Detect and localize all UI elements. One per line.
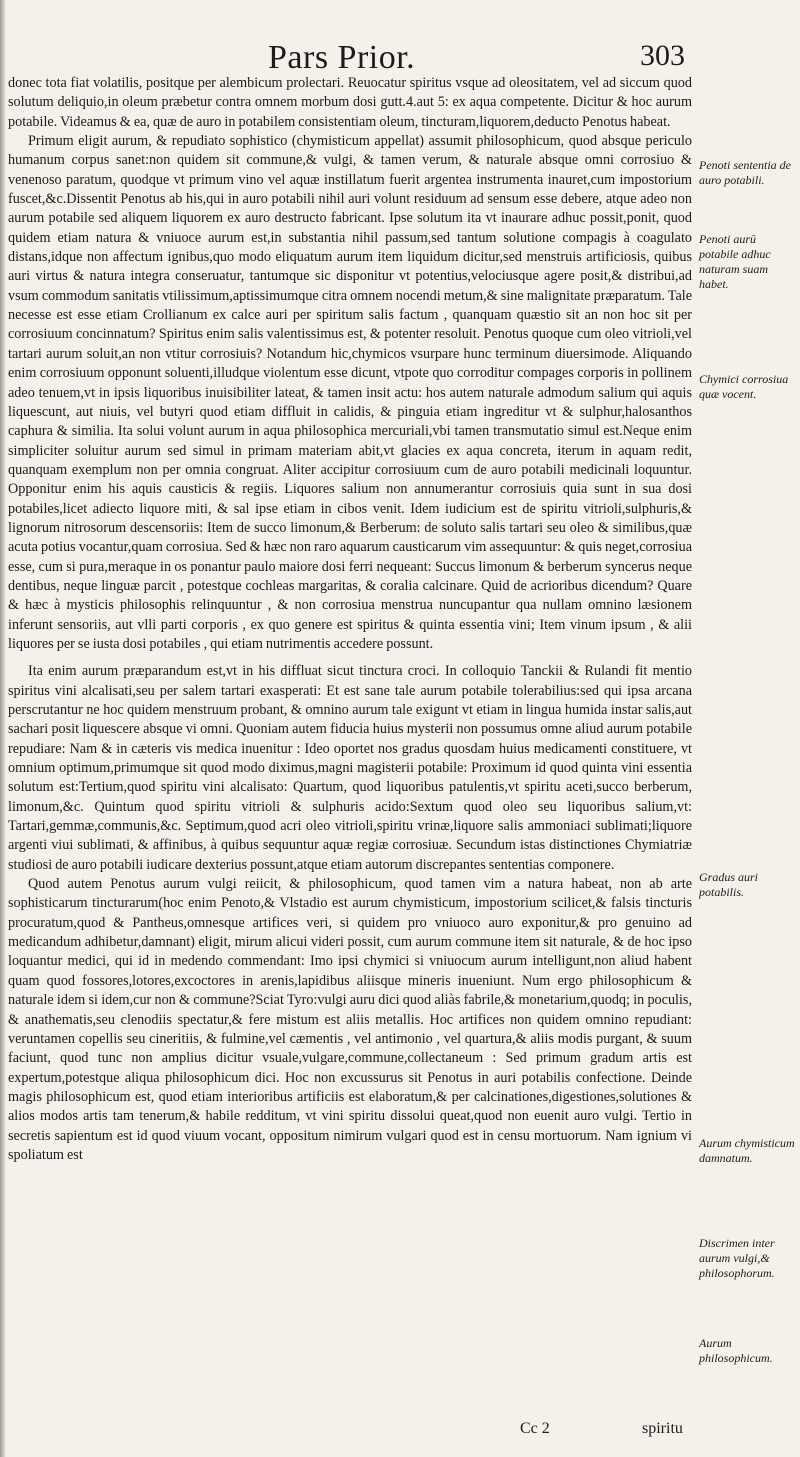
margin-note-aurum-philosophicum: Aurum philosophicum. bbox=[699, 1336, 773, 1365]
paragraph-2: Primum eligit aurum, & repudiato sophistico (chymisticum appellat) assumit philosophicum, quod absque periculo humanum corpus sanet:non quidem sit commune,& vulgi, & tamen verum, & naturale absque omni corrosiuo & venenoso paratum, quodque vt primum vino vel aquæ instillatum fuerit argentea instrumenta inauret,cum impostorium fuscet,&c.Dissentit Penotus ab his,qui in auro potabili nihil auri volunt residuum ad sensum esse debere, atque adeo non aurum potabile sed aliquem liquorem ex auro destructo fabricant. Ipse solutum ita vt inaurare adhuc possit,ponit, quod quidem etiam natura & vniuoce aurum est,in substantia nihil passum,sed tantum solutione compagis à coagulato distans,idque non affectum ignibus,quo modo eliquatum aurum item liquidum dicitur,sed menstruis artificiosis, quibus auri virtus & natura integra conseruatur, tantumque sic disponitur vt potentius,velociusque agere posit,& distribui,ad vsum commodum sanitatis vtilissimum,aptissimumque citra omnem nocendi metum,& sine malignitate præparatum. Tale necesse est esse etiam Crollianum ex calce auri per spiritum salis factum , quanquam quæstio sit an non hoc sit per corrosiuum concinnatum? Spiritus enim salis valentissimus est, & potenter resoluit. Penotus quoque cum oleo vitrioli,vel tartari aurum soluit,an non vtitur corrosiuis? Notandum hic,chymicos vsurpare hunc terminum diuersimode. Aliquando enim corrosiuum opponunt soluenti,illudque violentum esse dicunt, vtpote quo corroditur compages corporis in pollinem adeo tenuem,vt in ipsis liquoribus inuisibiliter lateat, & tamen insit actu: hos autem naturale admodum salium qui aquis liquescunt, aut niuis, vel butyri quod etiam diffluit in calidis, & pinguia etiam ingreditur vt & sulphur,halosanthos caphura & similia. Ita solui volunt aurum in aqua philosophica mercuriali,vbi tamen transmutatio simul est.Neque enim simpliciter soluitur aurum sed simul in primam materiam abit,vt glacies ex aqua concreta, iterum in aquam redit, quanquam exemplum non per omnia congruat. Aliter accipitur corrosiuum cum de auro potabili medicinali loquuntur. Opponitur enim his aquis causticis & regiis. Liquores salium non annumerantur corrosiuis quia sunt in sua dosi potabiles,licet adiecto liquore miti, & sal ipse etiam in cibos venit. Idem iudicium est de spiritu vitrioli,sulphuris,& lignorum nitrosorum descensoriis: Item de succo limonum,& Berberum: de soluto salis tartari seu oleo & similibus,quæ acuta potius vocantur,quam corrosiua. Sed & hæc non raro aquarum causticarum vim assequuntur: & quis neget,corrosiua esse, cum si pura,meraque in os ponantur paulo maiore dosi ferri nequeant: Succus limonum & berberum syncerus neque dentibus, neque linguæ parcit , potestque cochleas margaritas, & coralia calcinare. Quid de acrioribus dicendum? Quare & hæc à mysticis philosophis relinquuntur , & non corrosiua menstrua nuncupantur qua nullam omnino læsionem inferunt sensoriis, aut vlli parti corporis , ex quo genere est spiritus & quinta essentia vini; Item vinum ipsum , & alii liquores per se iusta dosi potabiles , qui etiam nutrimentis accedere possunt. bbox=[8, 133, 692, 652]
main-text-column bbox=[8, 74, 692, 1165]
margin-note-penoti-aurum: Penoti aurū potabile adhuc naturam suam habet. bbox=[699, 232, 771, 291]
margin-note-discrimen: Discrimen inter aurum vulgi,& philosophorum. bbox=[699, 1236, 775, 1280]
margin-note-chymici-corrosiua: Chymici corrosiua quæ vocent. bbox=[699, 372, 789, 401]
running-title: Pars Prior. bbox=[268, 39, 416, 76]
page-gutter-shadow bbox=[0, 0, 6, 1457]
margin-note-penoti-sententia: Penoti sententia de auro potabili. bbox=[699, 158, 791, 187]
paragraph-4: Quod autem Penotus aurum vulgi reiicit, & philosophicum, quod tamen vim a natura habeat, non ab arte sophisticarum tincturarum(hoc enim Penoto,& Vlstadio est aurum chymisticum, impostorium scilicet,& falsis tincturis procuratum,quod & Pantheus,omnesque artifices veri, si quidem pro vniuoco auro exponitur,& pro genuino ad medicandum adhibetur,damnant) eligit, mirum alicui videri possit, cum aurum commune item sit naturale, & de hoc ipso loquantur medici, qui id in medendo commendant: Imo ipsi chymici si vniuocum aurum intelligunt,non aliud habent quam quod fossores,lotores,excoctores in arenis,lapidibus aliisque mineris inueniunt. Num ergo philosophicum & naturale idem si idem,cur non & commune?Sciat Tyro:vulgi auru dici quod aliàs fabrile,& monetarium,quodq; in poculis, & anathematis,seu clenodiis spectatur,& fere mistum est aliis metallis. Hoc artifices non quidem omnino repudiant: veruntamen copellis seu cineritiis, & fulmine,vel cæmentis , vel antimonio , vel quartura,& aliis modis purgant, & suum faciunt, quod tunc non amplius dicitur vsuale,vulgare,commune,collectaneum : Sed primum gradum artis est expertum,potestque aliqua philosophicum dici. Hoc non excussurus sit Penotus in auri potabilis confectione. Deinde magis philosophicum est, quod etiam interioribus artificiis est elaboratum,& per calcinationes,digestiones,solutiones & alios modos artis tam tenerum,& habile redditum, vt vini spiritu dissolui queat,quod non euenit auro vulgi. Tertio in secretis sapientum est id quod viuum vocant, oppositum nimirum vulgari quod est in censu mortuorum. Nam ignium vi spoliatum est bbox=[8, 876, 692, 1163]
running-header bbox=[0, 18, 800, 78]
catchword: spiritu bbox=[642, 1420, 683, 1437]
paragraph-3: Ita enim aurum præparandum est,vt in his diffluat sicut tinctura croci. In colloquio Tanckii & Rulandi fit mentio spiritus vini alcalisati,seu per salem tartari exasperati: Et est sane tale aurum potabile tolerabilius:sed qui ipsa arcana perscrutantur ne hoc quidem menstruum probant, & omnino aurum tale exigunt vt etiam in lingua humida instar salis,aut sachari posit liquescere absque vi omni. Quoniam autem fiducia huius mysterii non possumus omne aliud aurum potabile repudiare: Nam & in cæteris vis medica inuenitur : Ideo oportet nos gradus quosdam huius medicamenti constituere, vt omnium optimum,primumque sit quod modo diximus,magni magisterii potabile: Proximum id quod quinta vini essentia solutum est:Tertium,quod spiritu vini alcalisato: Quartum, quod liquoribus patulentis,vt spiritu aceti,succo berberum, limonum,&c. Quintum quod spiritu vitrioli & sulphuris acido:Sextum quod oleo seu liquoribus salium,vt: Tartari,gemmæ,communis,&c. Septimum,quod acri oleo vitrioli,spiritu vrinæ,liquore salis ammoniaci sublimati;liquore argenti viui sublimati, & affinibus, à quibus sequuntur aquæ regiæ corrosiuæ. Secundum istas distinctiones Chymiatriæ studiosi de auro potabili iudicare dexterius possunt,atque etiam autorum discrepantes sententias componere. bbox=[8, 663, 692, 873]
paragraph-1: donec tota fiat volatilis, positque per alembicum prolectari. Reuocatur spiritus vsque ad oleositatem, vel ad siccum quod solutum deliquio,in oleum præbetur contra omnem morbum dosi gutt.4.aut 5: ex aqua competente. Dicitur & hoc aurum potabile. Videamus & ea, quæ de auro in potabilem consistentiam oleum, tincturam,liquorem,deducto Penotus habeat. bbox=[8, 75, 692, 130]
margin-note-gradus-auri: Gradus auri potabilis. bbox=[699, 870, 759, 899]
signature-mark: Cc 2 bbox=[520, 1420, 550, 1437]
margin-note-aurum-chymisticum: Aurum chymisticum damnatum. bbox=[699, 1136, 795, 1165]
page-number: 303 bbox=[640, 39, 685, 72]
